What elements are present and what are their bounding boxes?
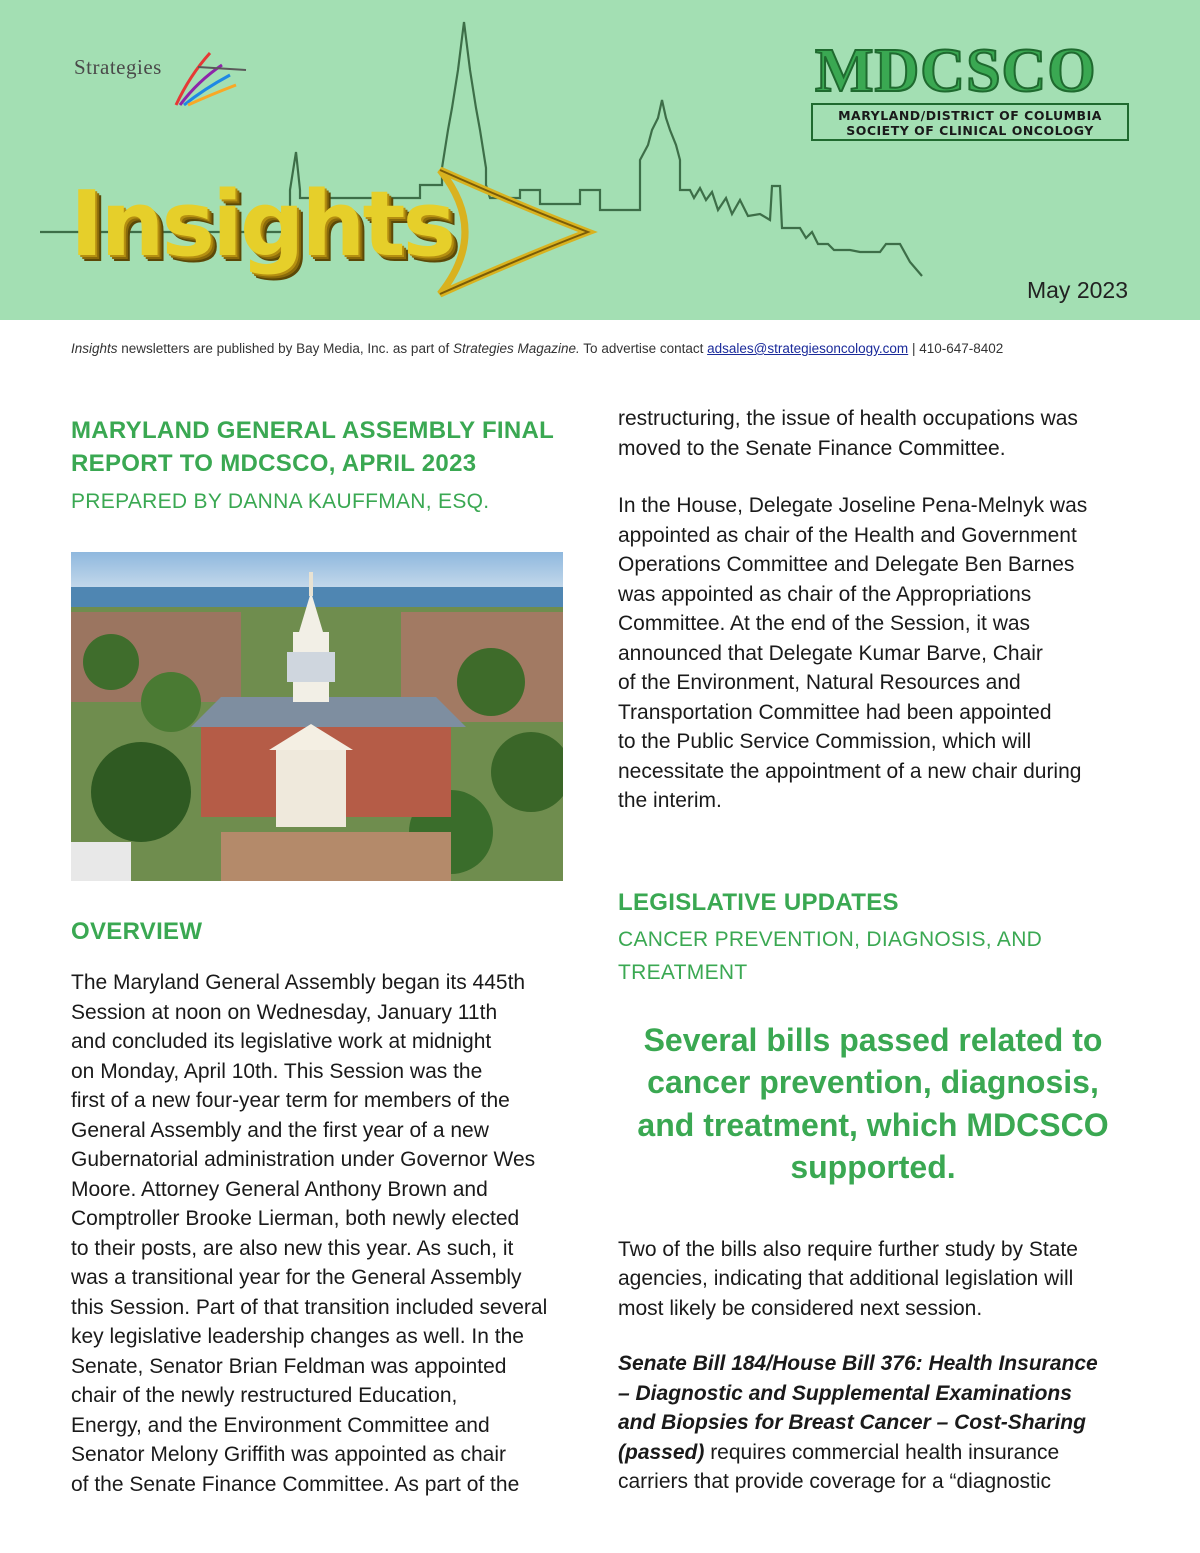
publisher-text-1: newsletters are published by Bay Media, Inc. as part of [117, 341, 453, 356]
overview-line: Energy, and the Environment Committee and [71, 1413, 490, 1437]
bill-paragraph [618, 1349, 1133, 1497]
legislative-subheading-line1: CANCER PREVENTION, DIAGNOSIS, AND [618, 927, 1043, 951]
pull-quote-line: and treatment, which MDCSCO [637, 1106, 1109, 1143]
study-line: most likely be considered next session. [618, 1296, 983, 1320]
house-line: was appointed as chair of the Appropriations [618, 582, 1032, 606]
overview-line: key legislative leadership changes as well. In the [71, 1325, 524, 1348]
magazine-name: Strategies Magazine. [452, 341, 580, 356]
strategies-logo-text: Strategies [74, 55, 162, 79]
pull-quote-line: supported. [790, 1149, 956, 1185]
bill-status: (passed) [618, 1440, 705, 1464]
overview-section [71, 915, 591, 1499]
overview-line: chair of the newly restructured Education, [71, 1384, 458, 1407]
house-paragraph [618, 491, 1133, 816]
overview-line: Senate, Senator Brian Feldman was appointed [71, 1354, 507, 1378]
insights-arrow-icon [420, 160, 600, 300]
bill-line: carriers that provide coverage for a “diagnostic [618, 1470, 1052, 1493]
overview-heading: OVERVIEW [71, 918, 203, 945]
study-line: Two of the bills also require further study by State [618, 1237, 1078, 1261]
left-column [71, 414, 583, 518]
overview-line: to their posts, are also new this year. As such, it [71, 1236, 514, 1260]
house-line: of the Environment, Natural Resources and [618, 671, 1021, 694]
overview-line: of the Senate Finance Committee. As part of the [71, 1472, 520, 1496]
overview-line: first of a new four-year term for members of the [71, 1089, 510, 1112]
publisher-note [71, 341, 1131, 356]
article-title [71, 414, 583, 480]
issue-date: May 2023 [1026, 277, 1128, 303]
house-line: In the House, Delegate Joseline Pena-Melnyk was [618, 494, 1088, 517]
publisher-text-2: To advertise contact [579, 341, 708, 356]
state-house-image [71, 552, 563, 881]
house-line: necessitate the appointment of a new chair during [618, 759, 1082, 783]
house-line: announced that Delegate Kumar Barve, Chair [618, 641, 1043, 665]
overview-line: The Maryland General Assembly began its 445th [71, 971, 526, 994]
newsletter-name: Insights [71, 341, 118, 356]
pull-quote [618, 1019, 1128, 1189]
study-paragraph [618, 1235, 1133, 1324]
continued-paragraph [618, 404, 1133, 463]
mdcsco-full-name [811, 103, 1129, 141]
overview-body [71, 968, 591, 1499]
legislative-subheading-line2: TREATMENT [618, 960, 748, 984]
house-line: to the Public Service Commission, which will [618, 730, 1032, 753]
house-line: appointed as chair of the Health and Government [618, 523, 1077, 547]
continued-line: moved to the Senate Finance Committee. [618, 436, 1006, 460]
overview-line: Moore. Attorney General Anthony Brown and [71, 1177, 488, 1201]
house-line: Operations Committee and Delegate Ben Barnes [618, 553, 1075, 576]
overview-line: Gubernatorial administration under Governor Wes [71, 1148, 536, 1171]
right-column [618, 404, 1133, 1497]
overview-line: Comptroller Brooke Lierman, both newly elected [71, 1207, 520, 1230]
insights-title-logo: Insights [70, 172, 454, 277]
article-title-line2: REPORT TO MDCSCO, APRIL 2023 [71, 450, 477, 477]
legislative-subheading [618, 923, 1133, 989]
mdcsco-full-name-line2: SOCIETY OF CLINICAL ONCOLOGY [846, 123, 1094, 138]
house-line: Transportation Committee had been appointed [618, 700, 1052, 724]
advertising-email-link[interactable]: adsales@strategiesoncology.com [707, 341, 909, 356]
bill-title-line: – Diagnostic and Supplemental Examinations [618, 1381, 1072, 1405]
publisher-phone: | 410-647-8402 [908, 341, 1004, 356]
continued-line: restructuring, the issue of health occupations was [618, 407, 1078, 430]
pull-quote-line: cancer prevention, diagnosis, [647, 1064, 1099, 1100]
study-line: agencies, indicating that additional legislation will [618, 1267, 1074, 1290]
overview-line: Senator Melony Griffith was appointed as chair [71, 1443, 507, 1466]
bill-line [618, 1438, 1133, 1468]
mdcsco-logo: MDCSCO [815, 37, 1097, 105]
bill-title-line: Senate Bill 184/House Bill 376: Health Insurance [618, 1352, 1098, 1375]
state-house-photo [71, 552, 563, 881]
header-banner [0, 0, 1200, 320]
legislative-updates-heading: LEGISLATIVE UPDATES [618, 888, 899, 916]
pull-quote-line: Several bills passed related to [643, 1021, 1103, 1058]
article-title-line1: MARYLAND GENERAL ASSEMBLY FINAL [71, 417, 555, 444]
house-line: Committee. At the end of the Session, it was [618, 612, 1031, 635]
mdcsco-full-name-line1: MARYLAND/DISTRICT OF COLUMBIA [838, 108, 1102, 123]
bill-title-line: and Biopsies for Breast Cancer – Cost-Sharing [618, 1411, 1086, 1434]
overview-line: General Assembly and the first year of a new [71, 1118, 489, 1142]
overview-line: this Session. Part of that transition included several [71, 1295, 548, 1319]
overview-line: and concluded its legislative work at midnight [71, 1030, 492, 1053]
overview-line: on Monday, April 10th. This Session was the [71, 1059, 483, 1083]
house-line: the interim. [618, 789, 722, 812]
article-byline: PREPARED BY DANNA KAUFFMAN, ESQ. [71, 490, 490, 513]
bill-text-start: requires commercial health insurance [704, 1440, 1060, 1464]
overview-line: Session at noon on Wednesday, January 11th [71, 1000, 498, 1024]
overview-line: was a transitional year for the General Assembly [71, 1266, 522, 1289]
strategies-swoosh-icon [170, 45, 250, 110]
